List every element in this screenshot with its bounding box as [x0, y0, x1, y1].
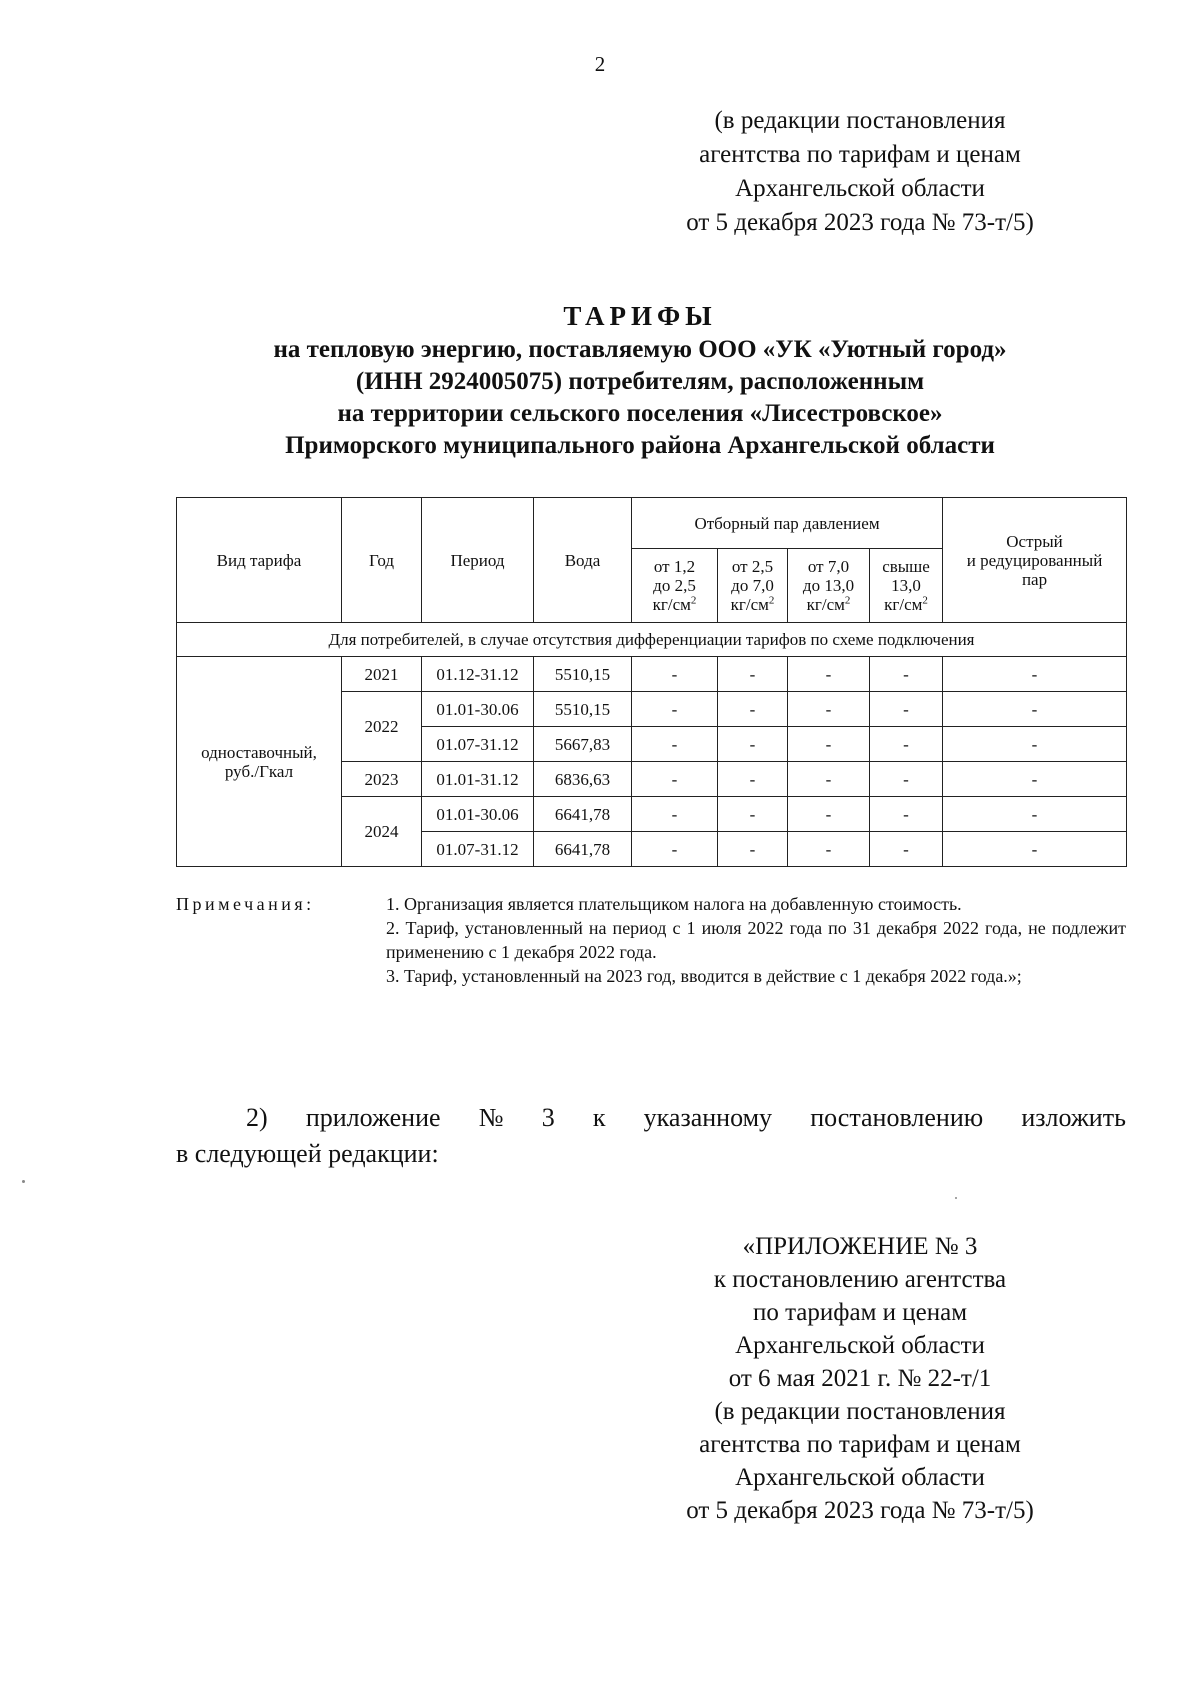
tariff-type-cell	[177, 657, 342, 867]
period-cell: 01.01-31.12	[422, 762, 534, 797]
steam-cell: -	[718, 727, 788, 762]
header-sharp-steam	[943, 498, 1127, 623]
steam-cell: -	[870, 692, 943, 727]
steam-cell: -	[788, 762, 870, 797]
water-cell: 6836,63	[534, 762, 632, 797]
steam-cell: -	[632, 797, 718, 832]
edition-line: (в редакции постановления	[714, 107, 1006, 134]
period-cell: 01.01-30.06	[422, 797, 534, 832]
table-row	[177, 657, 1127, 692]
sharp-steam-cell: -	[943, 727, 1127, 762]
item2-word: 3	[541, 1103, 555, 1132]
edition-line: от 5 декабря 2023 года № 73-т/5)	[686, 209, 1034, 236]
unit-superscript: 2	[844, 594, 851, 607]
header-period: Период	[422, 498, 534, 623]
unit-text: кг/см	[884, 595, 923, 614]
steam-cell: -	[788, 797, 870, 832]
steam-cell: -	[870, 727, 943, 762]
item2-word: указанному	[643, 1103, 773, 1132]
steam-cell: -	[788, 692, 870, 727]
steam-cell: -	[870, 797, 943, 832]
tariff-type-line: руб./Гкал	[224, 761, 294, 781]
title-line: на территории сельского поселения «Лисестровское»	[337, 400, 943, 427]
annex-line: к постановлению агентства	[713, 1266, 1007, 1293]
header-line	[720, 595, 785, 614]
edition-line: Архангельской области	[735, 175, 985, 202]
item2-second-line: в следующей редакции:	[176, 1139, 439, 1168]
unit-text: кг/см	[806, 595, 845, 614]
water-cell: 5510,15	[534, 692, 632, 727]
header-line: от 7,0	[807, 557, 850, 576]
header-steam-2	[718, 549, 788, 623]
unit-text: кг/см	[652, 595, 691, 614]
unit-superscript: 2	[768, 594, 775, 607]
annex-line: Архангельской области	[735, 1464, 985, 1491]
scan-speck	[22, 1180, 25, 1183]
document-title	[160, 298, 1120, 462]
steam-cell: -	[718, 832, 788, 867]
steam-cell: -	[788, 832, 870, 867]
header-line: от 1,2	[653, 557, 696, 576]
water-cell: 5667,83	[534, 727, 632, 762]
header-line: пар	[1021, 569, 1048, 589]
period-cell: 01.07-31.12	[422, 727, 534, 762]
year-cell: 2024	[342, 797, 422, 867]
steam-cell: -	[632, 657, 718, 692]
amendment-item-2	[176, 1100, 1126, 1172]
header-line	[790, 595, 867, 614]
item2-word: постановлению	[810, 1103, 984, 1132]
steam-cell: -	[718, 762, 788, 797]
period-cell: 01.01-30.06	[422, 692, 534, 727]
item2-word: изложить	[1021, 1103, 1126, 1132]
notes-label: Примечания:	[176, 894, 315, 914]
header-line	[872, 595, 940, 614]
steam-cell: -	[870, 762, 943, 797]
header-tariff-type: Вид тарифа	[177, 498, 342, 623]
steam-cell: -	[718, 657, 788, 692]
annex-line: «ПРИЛОЖЕНИЕ № 3	[742, 1233, 978, 1260]
sharp-steam-cell: -	[943, 762, 1127, 797]
header-line: до 2,5	[653, 576, 696, 595]
steam-cell: -	[788, 727, 870, 762]
edition-reference	[640, 104, 1080, 240]
year-cell: 2022	[342, 692, 422, 762]
steam-cell: -	[632, 692, 718, 727]
sharp-steam-cell: -	[943, 832, 1127, 867]
header-year: Год	[342, 498, 422, 623]
water-cell: 6641,78	[534, 832, 632, 867]
title-line: (ИНН 2924005075) потребителям, расположенным	[355, 368, 925, 395]
notes-list	[386, 892, 1126, 988]
steam-cell: -	[718, 797, 788, 832]
header-steam-1	[632, 549, 718, 623]
annex-line: по тарифам и ценам	[752, 1299, 968, 1326]
water-cell: 6641,78	[534, 797, 632, 832]
header-line	[634, 595, 715, 614]
year-cell: 2023	[342, 762, 422, 797]
sharp-steam-cell: -	[943, 657, 1127, 692]
unit-superscript: 2	[690, 594, 697, 607]
item2-word: к	[592, 1103, 606, 1132]
header-steam-group: Отборный пар давлением	[632, 498, 943, 549]
header-line: 13,0	[891, 576, 921, 595]
water-cell: 5510,15	[534, 657, 632, 692]
header-line: от 2,5	[731, 557, 774, 576]
title-main: ТАРИФЫ	[563, 301, 717, 331]
steam-cell: -	[788, 657, 870, 692]
steam-cell: -	[632, 727, 718, 762]
annex-line: от 6 мая 2021 г. № 22-т/1	[728, 1365, 992, 1392]
period-cell: 01.12-31.12	[422, 657, 534, 692]
steam-cell: -	[718, 692, 788, 727]
period-cell: 01.07-31.12	[422, 832, 534, 867]
page-number: 2	[594, 52, 606, 76]
sharp-steam-cell: -	[943, 797, 1127, 832]
header-line: и редуцированный	[966, 550, 1103, 570]
annex-line: от 5 декабря 2023 года № 73-т/5)	[686, 1497, 1034, 1524]
note-item: 2. Тариф, установленный на период с 1 июля 2022 года по 31 декабря 2022 года, не подлежит применению с 1 декабря 2022 года.	[386, 918, 1126, 962]
sharp-steam-cell: -	[943, 692, 1127, 727]
title-line: на тепловую энергию, поставляемую ООО «УК «Уютный город»	[273, 336, 1007, 363]
year-cell: 2021	[342, 657, 422, 692]
unit-superscript: 2	[922, 594, 928, 607]
table-note-row: Для потребителей, в случае отсутствия дифференциации тарифов по схеме подключения	[177, 623, 1127, 657]
item2-word: №	[478, 1103, 504, 1132]
header-line: Острый	[1006, 531, 1063, 551]
edition-line: агентства по тарифам и ценам	[699, 141, 1021, 168]
item2-word: 2)	[246, 1103, 268, 1132]
header-water: Вода	[534, 498, 632, 623]
note-item: 3. Тариф, установленный на 2023 год, вводится в действие с 1 декабря 2022 года.»;	[386, 966, 1022, 986]
scan-speck	[955, 1197, 957, 1199]
steam-cell: -	[632, 762, 718, 797]
header-line: до 7,0	[731, 576, 774, 595]
tariff-table	[176, 497, 1127, 867]
annex-line: (в редакции постановления	[714, 1398, 1006, 1425]
tariff-type-line: одноставочный,	[201, 742, 317, 762]
title-line: Приморского муниципального района Архангельской области	[285, 432, 995, 459]
steam-cell: -	[870, 832, 943, 867]
header-steam-3	[788, 549, 870, 623]
unit-text: кг/см	[730, 595, 769, 614]
header-steam-4	[870, 549, 943, 623]
header-line: свыше	[882, 557, 930, 576]
steam-cell: -	[870, 657, 943, 692]
item2-first-line	[176, 1100, 1126, 1136]
header-line: до 13,0	[802, 576, 855, 595]
annex-line: агентства по тарифам и ценам	[699, 1431, 1021, 1458]
note-item: 1. Организация является плательщиком налога на добавленную стоимость.	[386, 894, 962, 914]
annex-line: Архангельской области	[735, 1332, 985, 1359]
annex-header	[640, 1230, 1080, 1527]
item2-word: приложение	[305, 1103, 441, 1132]
steam-cell: -	[632, 832, 718, 867]
